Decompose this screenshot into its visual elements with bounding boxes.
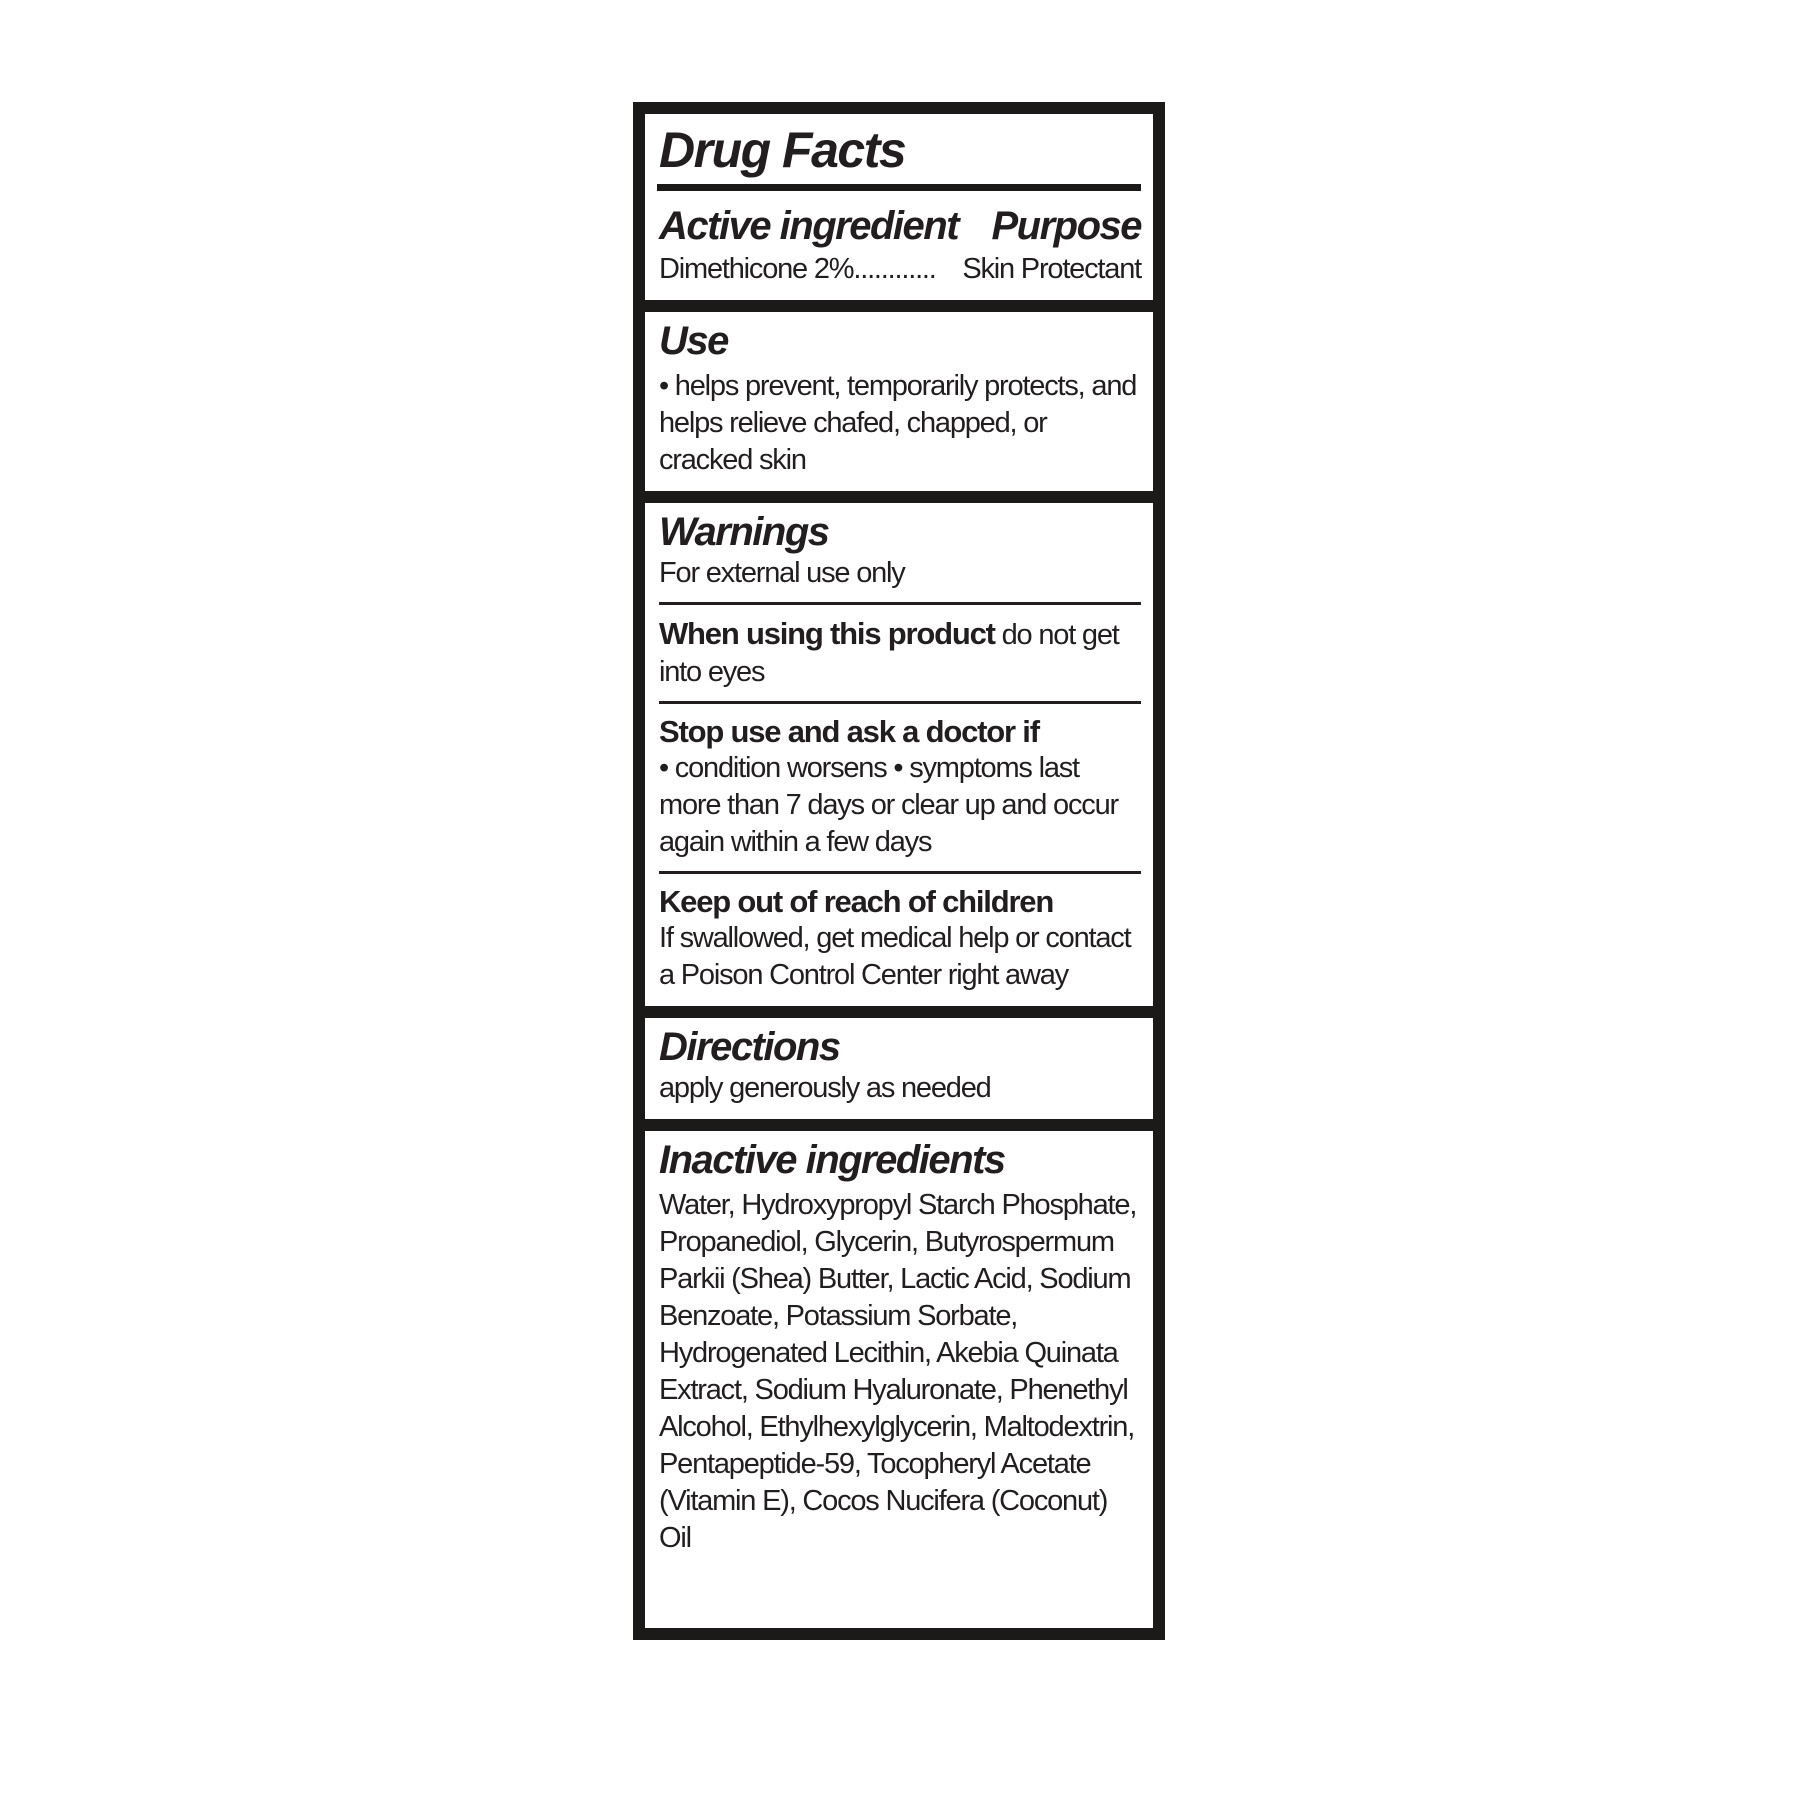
active-ingredient-heading: Active ingredient (659, 204, 959, 248)
warnings-section (645, 503, 1153, 1006)
active-ingredient-section (645, 191, 1153, 300)
leader-dots: ............ (853, 253, 936, 285)
title-rule (657, 184, 1141, 191)
use-section (645, 312, 1153, 491)
stop-use-block (659, 714, 1141, 861)
section-divider (645, 300, 1153, 312)
purpose-heading: Purpose (991, 204, 1141, 248)
header-section (645, 114, 1153, 300)
when-using-bold: When using this product (659, 616, 995, 651)
section-divider (645, 491, 1153, 503)
warnings-heading: Warnings (659, 510, 829, 554)
subsection-rule (659, 602, 1141, 605)
stop-use-heading: Stop use and ask a doctor if (659, 714, 1039, 749)
ingredient-name: Dimethicone 2% (659, 253, 854, 285)
when-using-rest: do not get into eyes (659, 619, 1119, 688)
directions-section (645, 1018, 1153, 1119)
drug-facts-title: Drug Facts (659, 122, 906, 178)
stop-use-body: • condition worsens • symptoms last more than 7 days or clear up and occur again within a few days (659, 752, 1118, 858)
directions-heading: Directions (659, 1025, 840, 1069)
inactive-ingredients-section (645, 1131, 1153, 1569)
section-divider (645, 1119, 1153, 1131)
when-using-block (659, 615, 1141, 691)
keep-out-heading: Keep out of reach of children (659, 884, 1054, 919)
section-divider (645, 1006, 1153, 1018)
inactive-ingredients-heading: Inactive ingredients (659, 1138, 1005, 1182)
active-ingredient-row (659, 251, 1141, 288)
inactive-ingredients-body: Water, Hydroxypropyl Starch Phosphate, Propanediol, Glycerin, Butyrospermum Parkii (Shea) Butter, Lactic Acid, Sodium Benzoate, Potassium Sorbate, Hydrogenated Lecithin, Akebia Quinata Extract, Sodium Hyaluronate, Phenethyl Alcohol, Ethylhexylglycerin, Maltodextrin, Pentapeptide-59, Tocopheryl Acetate (Vitamin E), Cocos Nucifera (Coconut) Oil (659, 1189, 1137, 1554)
use-heading: Use (659, 319, 728, 363)
keep-out-body: If swallowed, get medical help or contact a Poison Control Center right away (659, 922, 1131, 991)
use-body: • helps prevent, temporarily protects, and helps relieve chafed, chapped, or cracked skin (659, 370, 1137, 476)
ingredient-purpose: Skin Protectant (962, 253, 1141, 285)
keep-out-block (659, 884, 1141, 994)
drug-facts-panel (633, 102, 1165, 1640)
subsection-rule (659, 701, 1141, 704)
active-ingredient-heading-row (659, 203, 1141, 249)
directions-body: apply generously as needed (659, 1072, 991, 1104)
external-use-text: For external use only (659, 557, 905, 589)
subsection-rule (659, 871, 1141, 874)
